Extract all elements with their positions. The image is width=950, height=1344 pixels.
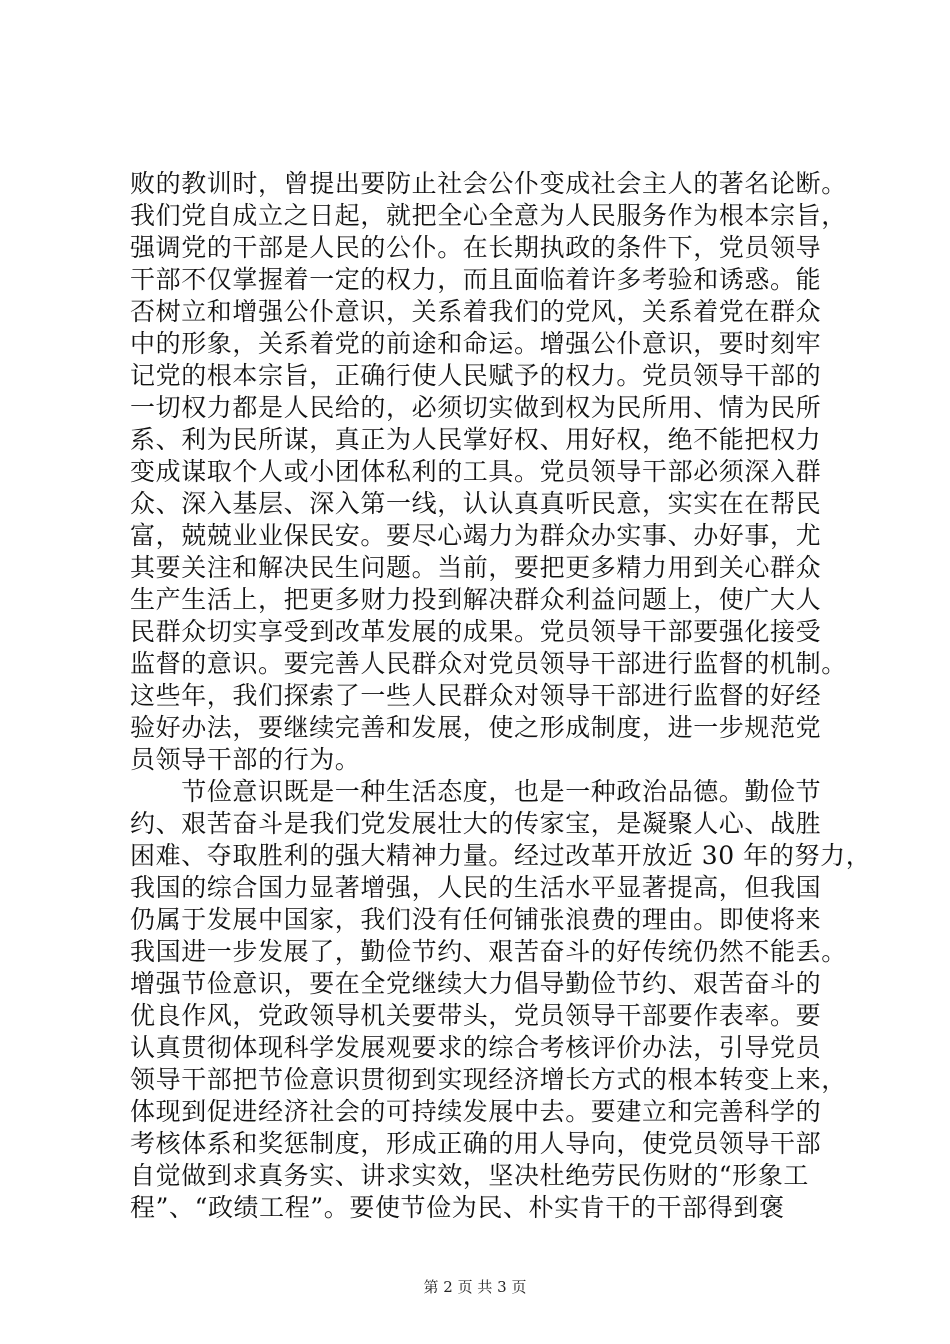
text-line: 监督的意识。要完善人民群众对党员领导干部进行监督的机制。 [130,649,847,678]
page-footer [0,1277,950,1297]
text-line: 困难、夺取胜利的强大精神力量。经过改革开放近 30 年的努力， [130,841,872,870]
page-number-label: 第 2 页 共 3 页 [423,1278,527,1296]
text-line: 富，兢兢业业保民安。要尽心竭力为群众办实事、办好事，尤 [130,521,822,550]
text-line: 仍属于发展中国家，我们没有任何铺张浪费的理由。即使将来 [130,905,822,934]
text-line: 否树立和增强公仆意识，关系着我们的党风，关系着党在群众 [130,297,822,326]
text-line: 领导干部把节俭意识贯彻到实现经济增长方式的根本转变上来， [130,1065,847,1094]
text-line: 变成谋取个人或小团体私利的工具。党员领导干部必须深入群 [130,457,822,486]
text-line: 强调党的干部是人民的公仆。在长期执政的条件下，党员领导 [130,233,822,262]
text-line: 一切权力都是人民给的，必须切实做到权为民所用、情为民所 [130,393,822,422]
text-line: 约、艰苦奋斗是我们党发展壮大的传家宝，是凝聚人心、战胜 [130,809,822,838]
text-line: 认真贯彻体现科学发展观要求的综合考核评价办法，引导党员 [130,1033,822,1062]
text-line: 记党的根本宗旨，正确行使人民赋予的权力。党员领导干部的 [130,361,822,390]
text-line: 优良作风，党政领导机关要带头，党员领导干部要作表率。要 [130,1001,822,1030]
text-line: 体现到促进经济社会的可持续发展中去。要建立和完善科学的 [130,1097,822,1126]
text-line: 生产生活上，把更多财力投到解决群众利益问题上，使广大人 [130,585,822,614]
text-line: 我们党自成立之日起，就把全心全意为人民服务作为根本宗旨， [130,201,847,230]
text-line: 员领导干部的行为。 [130,745,361,774]
text-line: 考核体系和奖惩制度，形成正确的用人导向，使党员领导干部 [130,1129,822,1158]
text-line: 增强节俭意识，要在全党继续大力倡导勤俭节约、艰苦奋斗的 [130,969,822,998]
text-line: 中的形象，关系着党的前途和命运。增强公仆意识，要时刻牢 [130,329,822,358]
text-line: 众、深入基层、深入第一线，认认真真听民意，实实在在帮民 [130,489,822,518]
text-line: 程”、“政绩工程”。要使节俭为民、朴实肯干的干部得到褒 [130,1193,785,1222]
text-line: 败的教训时，曾提出要防止社会公仆变成社会主人的著名论断。 [130,169,847,198]
body-text [130,168,872,1224]
text-line: 我国进一步发展了，勤俭节约、艰苦奋斗的好传统仍然不能丢。 [130,937,847,966]
text-line: 民群众切实享受到改革发展的成果。党员领导干部要强化接受 [130,617,822,646]
text-line: 这些年，我们探索了一些人民群众对领导干部进行监督的好经 [130,681,822,710]
text-line: 节俭意识既是一种生活态度，也是一种政治品德。勤俭节 [130,777,822,806]
text-line: 其要关注和解决民生问题。当前，要把更多精力用到关心群众 [130,553,822,582]
text-line: 干部不仅掌握着一定的权力，而且面临着许多考验和诱惑。能 [130,265,822,294]
text-line: 系、利为民所谋，真正为人民掌好权、用好权，绝不能把权力 [130,425,822,454]
text-line: 自觉做到求真务实、讲求实效，坚决杜绝劳民伤财的“形象工 [130,1161,809,1190]
text-line: 我国的综合国力显著增强，人民的生活水平显著提高，但我国 [130,873,822,902]
text-line: 验好办法，要继续完善和发展，使之形成制度，进一步规范党 [130,713,822,742]
